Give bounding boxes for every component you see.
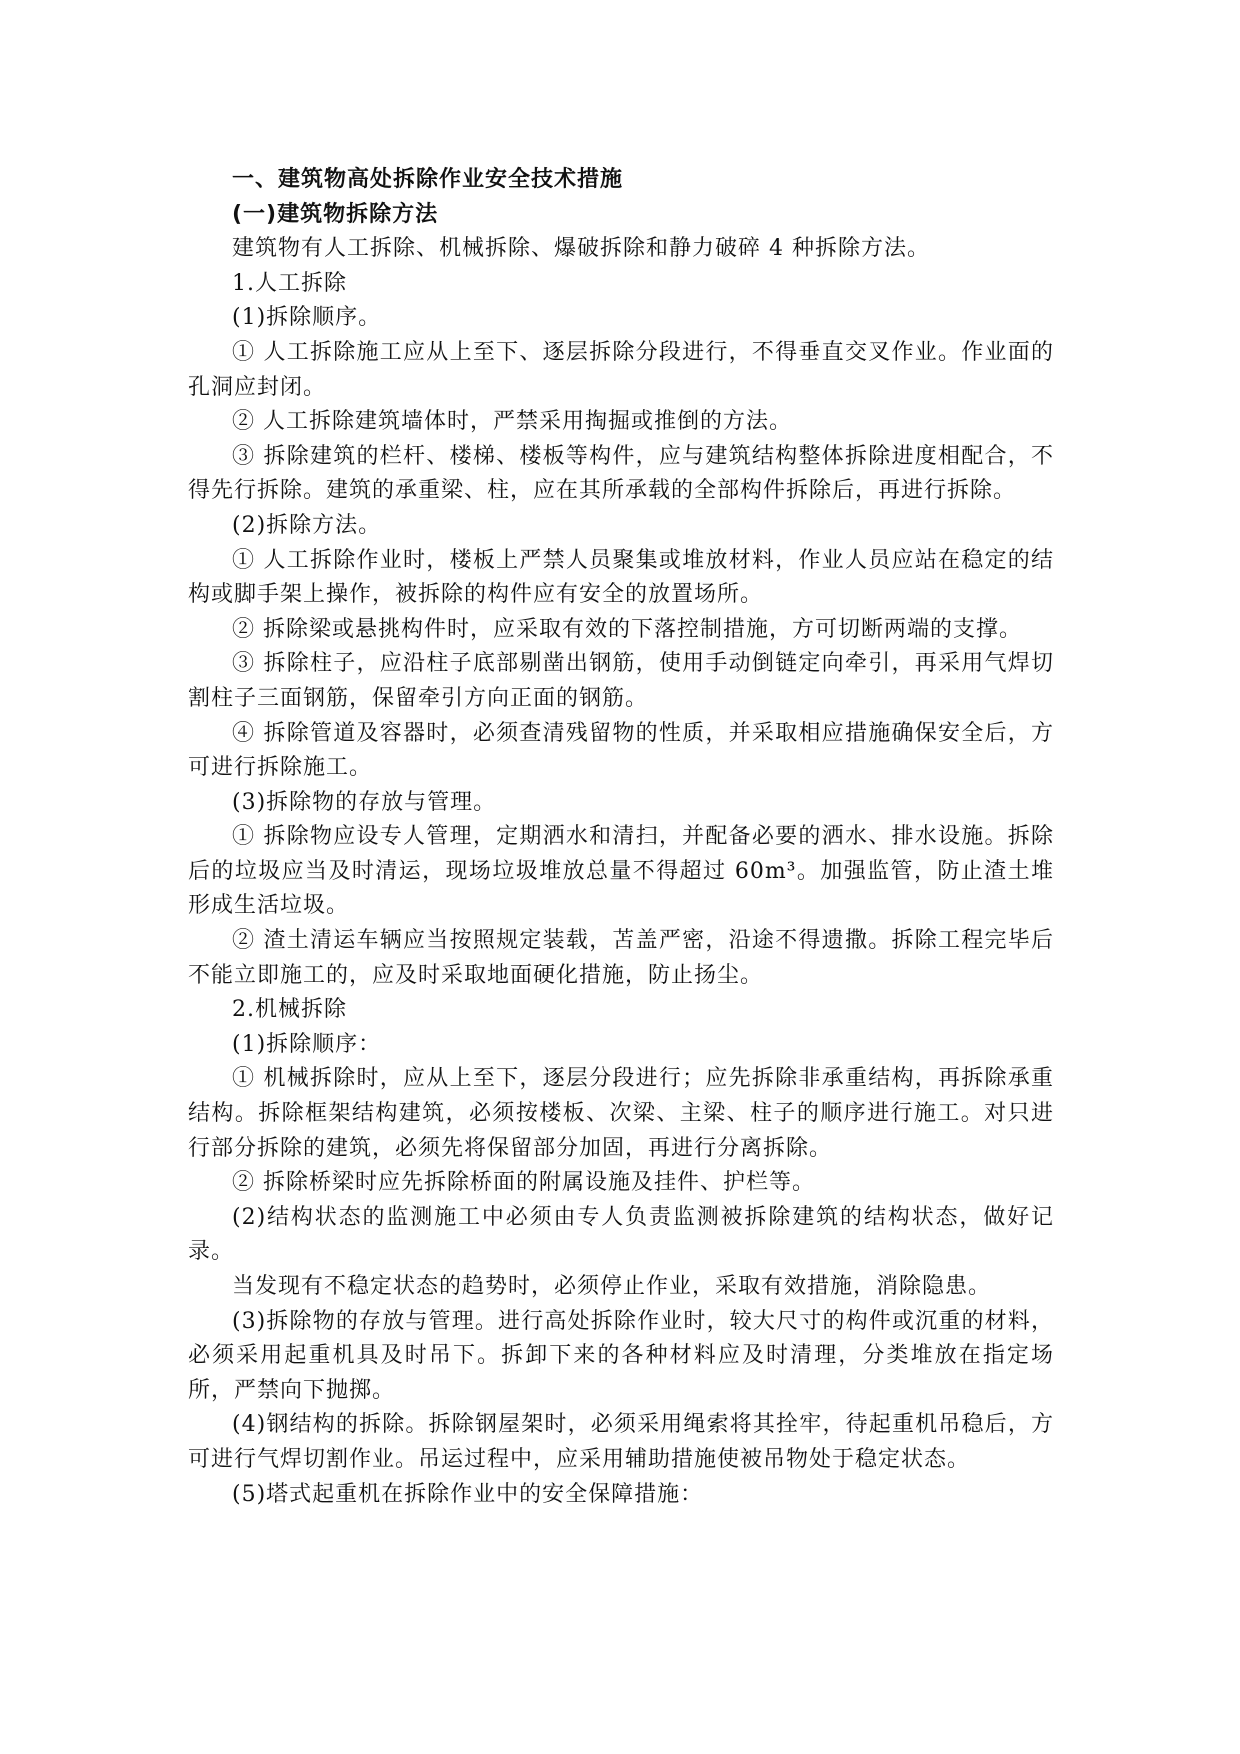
- item-heading: 1.人工拆除: [232, 270, 347, 296]
- subsection-heading: (一)建筑物拆除方法: [232, 201, 439, 227]
- paragraph: ① 人工拆除作业时，楼板上严禁人员聚集或堆放材料，作业人员应站在稳定的结构或脚手架上操作，被拆除的构件应有安全的放置场所。: [188, 547, 1054, 608]
- item-heading: (1)拆除顺序。: [232, 305, 382, 331]
- paragraph: ① 机械拆除时，应从上至下，逐层分段进行；应先拆除非承重结构，再拆除承重结构。拆除框架结构建筑，必须按楼板、次梁、主梁、柱子的顺序进行施工。对只进行部分拆除的建筑，必须先将保留部分加固，再进行分离拆除。: [188, 1066, 1054, 1161]
- paragraph: ① 人工拆除施工应从上至下、逐层拆除分段进行，不得垂直交叉作业。作业面的孔洞应封闭。: [188, 339, 1054, 400]
- item-heading: (2)拆除方法。: [232, 512, 382, 538]
- paragraph: ③ 拆除建筑的栏杆、楼梯、楼板等构件，应与建筑结构整体拆除进度相配合，不得先行拆除。建筑的承重梁、柱，应在其所承载的全部构件拆除后，再进行拆除。: [188, 443, 1054, 504]
- paragraph: ② 人工拆除建筑墙体时，严禁采用掏掘或推倒的方法。: [232, 409, 792, 435]
- paragraph: ④ 拆除管道及容器时，必须查清残留物的性质，并采取相应措施确保安全后，方可进行拆除施工。: [188, 720, 1054, 781]
- section-heading: 一、建筑物高处拆除作业安全技术措施: [232, 167, 624, 192]
- item-heading: (1)拆除顺序：: [232, 1031, 382, 1057]
- paragraph: (2)结构状态的监测施工中必须由专人负责监测被拆除建筑的结构状态，做好记录。: [188, 1204, 1054, 1265]
- item-heading: 2.机械拆除: [232, 997, 347, 1023]
- paragraph: (3)拆除物的存放与管理。进行高处拆除作业时，较大尺寸的构件或沉重的材料，必须采用起重机具及时吊下。拆卸下来的各种材料应及时清理，分类堆放在指定场所，严禁向下抛掷。: [188, 1308, 1054, 1403]
- paragraph: ① 拆除物应设专人管理，定期洒水和清扫，并配备必要的洒水、排水设施。拆除后的垃圾应当及时清运，现场垃圾堆放总量不得超过 60m³。加强监管，防止渣土堆形成生活垃圾。: [188, 824, 1054, 919]
- item-heading: (3)拆除物的存放与管理。: [232, 789, 497, 815]
- paragraph: ③ 拆除柱子，应沿柱子底部剔凿出钢筋，使用手动倒链定向牵引，再采用气焊切割柱子三面钢筋，保留牵引方向正面的钢筋。: [188, 651, 1054, 711]
- paragraph: ② 渣土清运车辆应当按照规定装载，苫盖严密，沿途不得遗撒。拆除工程完毕后不能立即施工的，应及时采取地面硬化措施，防止扬尘。: [188, 928, 1054, 988]
- paragraph: ② 拆除梁或悬挑构件时，应采取有效的下落控制措施，方可切断两端的支撑。: [232, 616, 1022, 642]
- paragraph: 建筑物有人工拆除、机械拆除、爆破拆除和静力破碎 4 种拆除方法。: [232, 236, 930, 262]
- paragraph: (5)塔式起重机在拆除作业中的安全保障措施：: [232, 1481, 704, 1507]
- paragraph: (4)钢结构的拆除。拆除钢屋架时，必须采用绳索将其拴牢，待起重机吊稳后，方可进行气焊切割作业。吊运过程中，应采用辅助措施使被吊物处于稳定状态。: [188, 1412, 1054, 1472]
- document-body: [188, 163, 1054, 1512]
- paragraph: 当发现有不稳定状态的趋势时，必须停止作业，采取有效措施，消除隐患。: [232, 1274, 992, 1299]
- paragraph: ② 拆除桥梁时应先拆除桥面的附属设施及挂件、护栏等。: [232, 1170, 815, 1196]
